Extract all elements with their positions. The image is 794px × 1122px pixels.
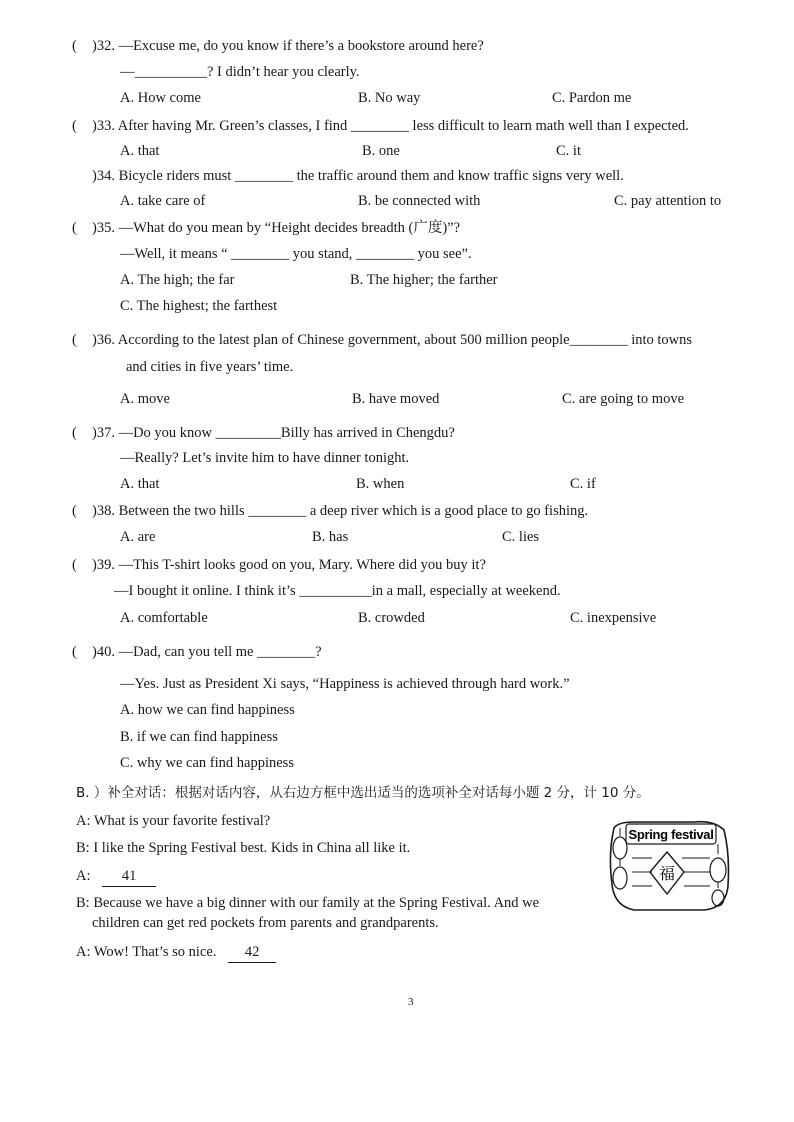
q34-option-a: A. take care of (120, 193, 206, 209)
spring-festival-picture (604, 814, 732, 914)
q33-stem: )33. After having Mr. Green’s classes, I find ________ less difficult to learn math well than I expected. (92, 118, 689, 134)
q36-line2: and cities in five years’ time. (126, 359, 294, 375)
spring-festival-drawing (604, 814, 732, 914)
answer-paren-40[interactable]: ( (72, 644, 77, 660)
q38-stem: )38. Between the two hills ________ a deep river which is a good place to go fishing. (92, 503, 589, 519)
answer-paren-38[interactable]: ( (72, 503, 77, 519)
fu-character: 福 (658, 864, 676, 883)
q37-option-b: B. when (356, 476, 405, 492)
q38-option-c: C. lies (502, 529, 540, 545)
dialogue-line-2: B: I like the Spring Festival best. Kids in China all like it. (76, 840, 411, 856)
q35-option-b: B. The higher; the farther (350, 272, 498, 288)
dialogue-line-1: A: What is your favorite festival? (76, 813, 271, 829)
q32-line2: —__________? I didn’t hear you clearly. (120, 64, 360, 80)
q39-stem: )39. —This T-shirt looks good on you, Mary. Where did you buy it? (92, 557, 486, 573)
q32-option-c: C. Pardon me (552, 90, 632, 106)
q39-line2: —I bought it online. I think it’s __________in a mall, especially at weekend. (114, 583, 561, 599)
q37-option-a: A. that (120, 476, 160, 492)
answer-paren-37[interactable]: ( (72, 425, 77, 441)
dialogue-line-3 (76, 866, 156, 887)
blank-41[interactable]: 41 (102, 866, 156, 887)
q38-option-b: B. has (312, 529, 349, 545)
q33-option-a: A. that (120, 143, 160, 159)
q40-option-c: C. why we can find happiness (120, 755, 294, 771)
q39-option-c: C. inexpensive (570, 610, 657, 626)
answer-paren-35[interactable]: ( (72, 220, 77, 236)
q35-option-c: C. The highest; the farthest (120, 298, 278, 314)
q35-line2: —Well, it means “ ________ you stand, ________ you see”. (120, 246, 472, 262)
q37-option-c: C. if (570, 476, 596, 492)
page-number: 3 (408, 996, 414, 1008)
q37-stem: )37. —Do you know _________Billy has arrived in Chengdu? (92, 425, 455, 441)
q37-line2: —Really? Let’s invite him to have dinner tonight. (120, 450, 410, 466)
q35-option-a: A. The high; the far (120, 272, 235, 288)
q34-option-c: C. pay attention to (614, 193, 722, 209)
q34-stem: )34. Bicycle riders must ________ the traffic around them and know traffic signs very well. (92, 168, 624, 184)
dialogue-line-6 (76, 942, 276, 963)
dialogue-a-reply: A: Wow! That’s so nice. (76, 944, 217, 960)
q40-option-a: A. how we can find happiness (120, 702, 295, 718)
q39-option-b: B. crowded (358, 610, 425, 626)
q36-option-c: C. are going to move (562, 391, 685, 407)
q36-option-b: B. have moved (352, 391, 440, 407)
answer-paren-33[interactable]: ( (72, 118, 77, 134)
q40-line2: —Yes. Just as President Xi says, “Happiness is achieved through hard work.” (120, 676, 570, 692)
section-b-heading: B. ）补全对话：根据对话内容，从右边方框中选出适当的选项补全对话每小题 2 分，计 10 分。 (76, 785, 650, 801)
q33-option-b: B. one (362, 143, 400, 159)
dialogue-line-5: children can get red pockets from parents and grandparents. (92, 915, 439, 931)
q32-option-a: A. How come (120, 90, 201, 106)
answer-paren-32[interactable]: ( (72, 38, 77, 54)
answer-paren-36[interactable]: ( (72, 332, 77, 348)
dialogue-speaker-a: A: (76, 868, 91, 884)
answer-paren-39[interactable]: ( (72, 557, 77, 573)
q36-option-a: A. move (120, 391, 170, 407)
q40-stem: )40. —Dad, can you tell me ________? (92, 644, 322, 660)
q36-stem: )36. According to the latest plan of Chinese government, about 500 million people________ into towns (92, 332, 693, 348)
q38-option-a: A. are (120, 529, 156, 545)
q33-option-c: C. it (556, 143, 581, 159)
q35-stem: )35. —What do you mean by “Height decides breadth (广度)”? (92, 220, 461, 236)
festival-title: Spring festival (628, 827, 714, 842)
dialogue-line-4: B: Because we have a big dinner with our family at the Spring Festival. And we (76, 895, 540, 911)
q40-option-b: B. if we can find happiness (120, 729, 278, 745)
q32-option-b: B. No way (358, 90, 421, 106)
q39-option-a: A. comfortable (120, 610, 208, 626)
q34-option-b: B. be connected with (358, 193, 481, 209)
blank-42[interactable]: 42 (228, 942, 276, 963)
q32-stem: )32. —Excuse me, do you know if there’s a bookstore around here? (92, 38, 484, 54)
